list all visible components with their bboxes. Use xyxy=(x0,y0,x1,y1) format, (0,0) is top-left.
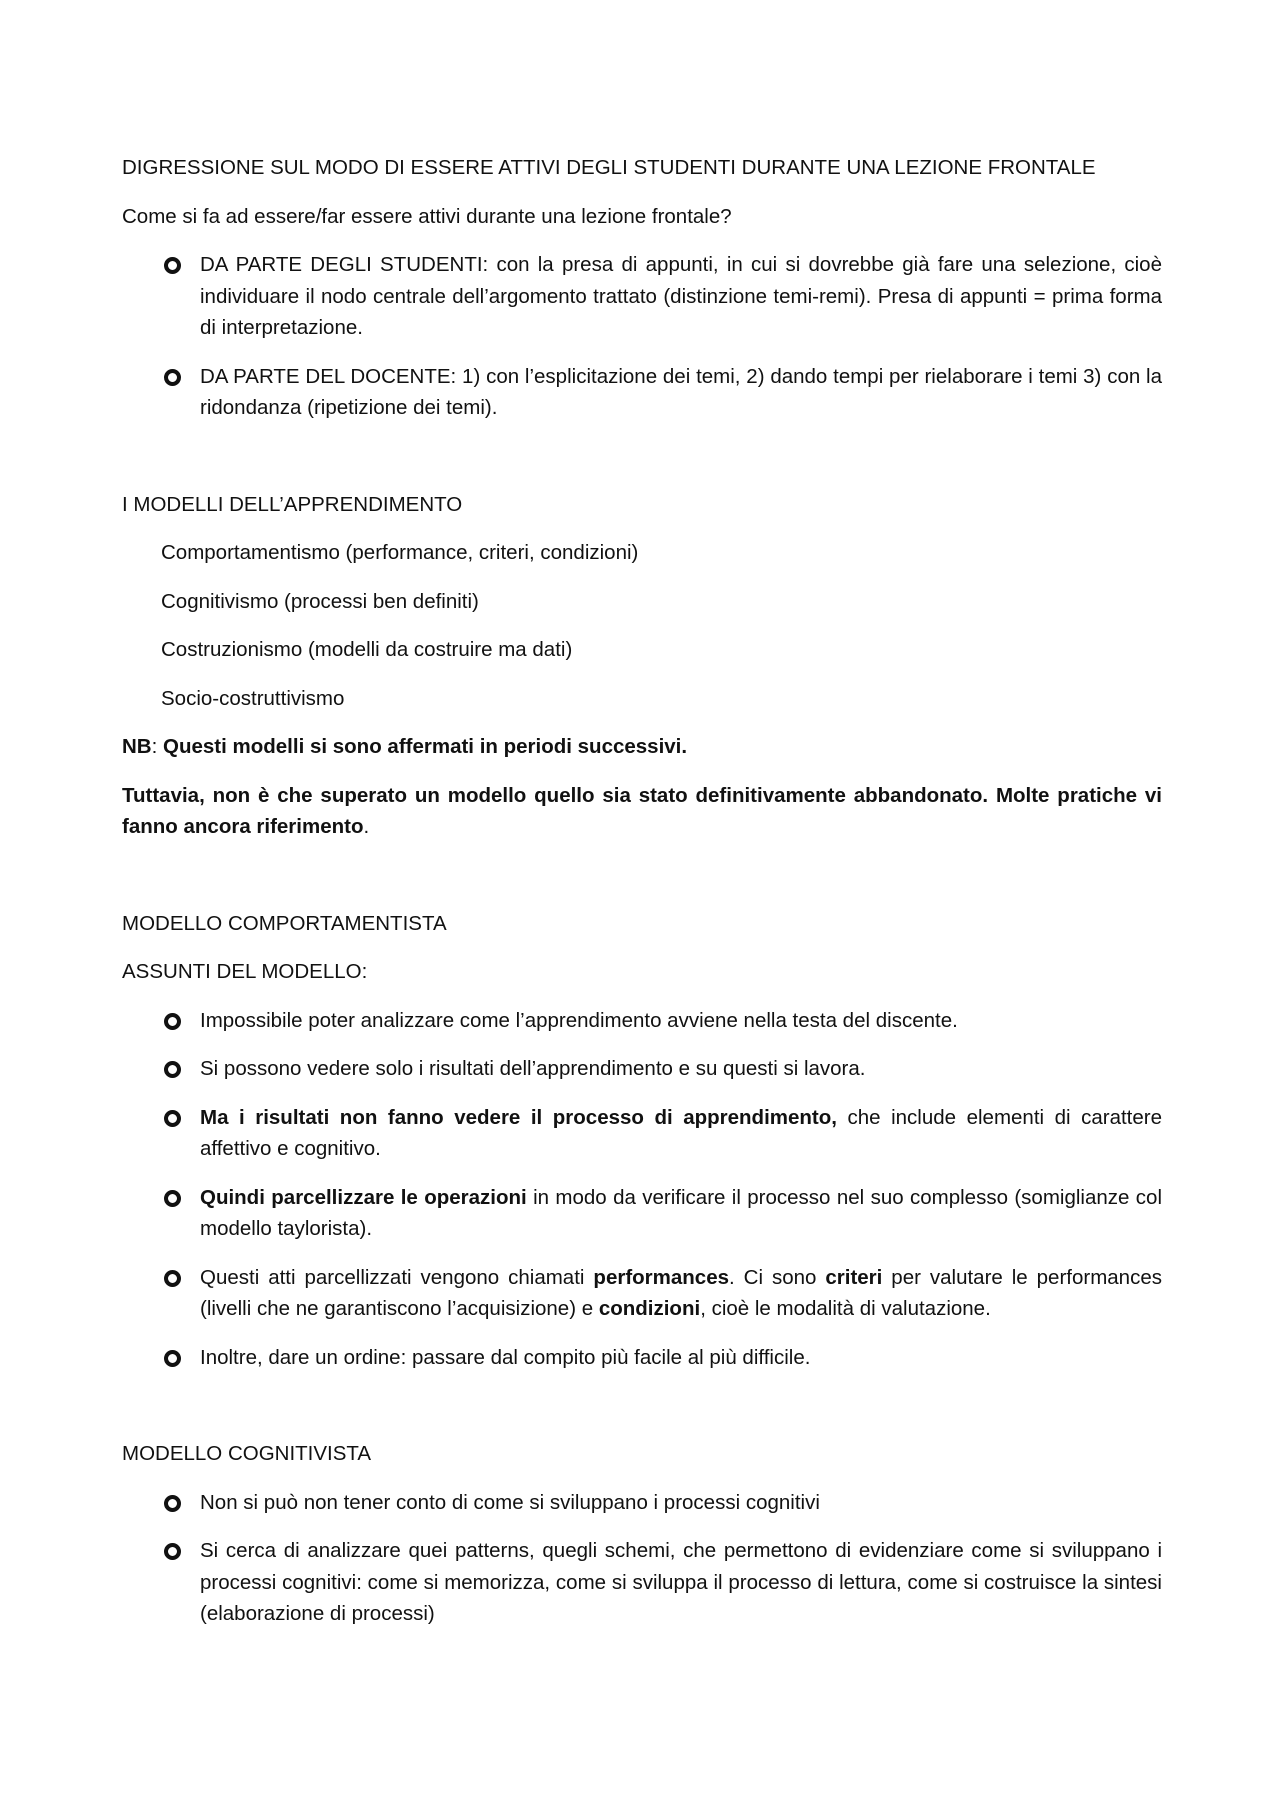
nb-separator: : xyxy=(151,735,164,758)
circle-bullet-icon xyxy=(164,257,181,274)
nb-text: Questi modelli si sono affermati in periodi successivi. xyxy=(163,735,688,758)
comportamentista-subtitle: ASSUNTI DEL MODELLO: xyxy=(122,960,368,983)
section-spacer xyxy=(122,860,1162,908)
list-item-text: in modo da verificare il processo nel suo complesso (somiglianze col modello taylorista). xyxy=(200,1185,1163,1240)
list-item xyxy=(122,1342,1162,1374)
circle-bullet-icon xyxy=(164,1110,181,1127)
section-title-comportamentista: MODELLO COMPORTAMENTISTA xyxy=(122,911,447,935)
list-item-bold-text: Quindi parcellizzare le operazioni xyxy=(200,1185,527,1209)
list-item-text: Non si può non tener conto di come si sviluppano i processi cognitivi xyxy=(200,1490,820,1514)
list-item xyxy=(122,1487,1162,1519)
term-criteri: criteri xyxy=(825,1265,883,1289)
list-item-text: Inoltre, dare un ordine: passare dal compito più facile al più difficile. xyxy=(200,1345,811,1369)
section-spacer xyxy=(122,441,1162,489)
section-title-cognitivista: MODELLO COGNITIVISTA xyxy=(122,1442,372,1465)
list-item-text: Si possono vedere solo i risultati dell’apprendimento e su questi si lavora. xyxy=(200,1057,866,1080)
list-item xyxy=(122,1053,1162,1085)
modello-item: Comportamentismo (performance, criteri, condizioni) xyxy=(161,541,639,564)
term-condizioni: condizioni xyxy=(598,1297,701,1320)
circle-bullet-icon xyxy=(164,1495,181,1512)
list-item-text: Impossibile poter analizzare come l’apprendimento avviene nella testa del discente. xyxy=(200,1008,958,1032)
tuttavia-bold-text: Tuttavia, non è che superato un modello quello sia stato definitivamente abbandonato. Molte pratiche vi fanno ancora riferimento xyxy=(122,783,1162,838)
list-item xyxy=(122,1262,1162,1325)
digressione-question: Come si fa ad essere/far essere attivi durante una lezione frontale? xyxy=(122,204,732,228)
term-performances: performances xyxy=(593,1265,730,1289)
list-item xyxy=(122,1182,1162,1245)
cognitivista-bullet-list xyxy=(122,1487,1162,1630)
list-item-bold-text: Ma i risultati non fanno vedere il processo di apprendimento, xyxy=(200,1105,837,1129)
modello-item: Socio-costruttivismo xyxy=(161,686,345,710)
tuttavia-note xyxy=(122,780,1162,843)
nb-prefix: NB xyxy=(122,735,152,758)
list-item-text: . Ci sono xyxy=(729,1265,826,1289)
section-title-modelli: I MODELLI DELL’APPRENDIMENTO xyxy=(122,492,463,516)
list-item xyxy=(122,1005,1162,1037)
list-item xyxy=(122,361,1162,424)
circle-bullet-icon xyxy=(164,1350,181,1367)
list-item-text: che include elementi di carattere affettivo e cognitivo. xyxy=(200,1105,1162,1160)
circle-bullet-icon xyxy=(164,1543,181,1560)
list-item-text: , cioè le modalità di valutazione. xyxy=(700,1297,991,1320)
list-item-text: Questi atti parcellizzati vengono chiamati xyxy=(200,1265,594,1289)
document-page xyxy=(122,152,1162,1647)
list-item-text: DA PARTE DEGLI STUDENTI: con la presa di appunti, in cui si dovrebbe già fare una selezione, cioè individuare il nodo centrale dell’argomento trattato (distinzione temi-remi). Presa di appunti = prima forma di interpretazione. xyxy=(200,253,1162,339)
circle-bullet-icon xyxy=(164,369,181,386)
section-title-digressione: DIGRESSIONE SUL MODO DI ESSERE ATTIVI DEGLI STUDENTI DURANTE UNA LEZIONE FRONTALE xyxy=(122,156,1096,179)
modello-item: Cognitivismo (processi ben definiti) xyxy=(161,589,479,613)
list-item-text: DA PARTE DEL DOCENTE: 1) con l’esplicitazione dei temi, 2) dando tempi per rielaborare i temi 3) con la ridondanza (ripetizione dei temi). xyxy=(200,364,1162,419)
tuttavia-end: . xyxy=(363,815,370,838)
list-item xyxy=(122,249,1162,344)
circle-bullet-icon xyxy=(164,1190,181,1207)
nb-note xyxy=(122,731,1162,763)
list-item-text: Si cerca di analizzare quei patterns, quegli schemi, che permettono di evidenziare come si sviluppano i processi cognitivi: come si memorizza, come si sviluppa il processo di lettura, come si costruisce la sintesi (elaborazione di processi) xyxy=(200,1539,1162,1625)
comportamentista-bullet-list xyxy=(122,1005,1162,1374)
section-spacer xyxy=(122,1390,1162,1438)
circle-bullet-icon xyxy=(164,1013,181,1030)
list-item xyxy=(122,1102,1162,1165)
circle-bullet-icon xyxy=(164,1061,181,1078)
circle-bullet-icon xyxy=(164,1270,181,1287)
modello-item: Costruzionismo (modelli da costruire ma dati) xyxy=(161,638,573,661)
list-item xyxy=(122,1535,1162,1630)
digressione-bullet-list xyxy=(122,249,1162,424)
list-item-text: per valutare le performances (livelli che ne garantiscono l’acquisizione) e xyxy=(200,1265,1162,1320)
